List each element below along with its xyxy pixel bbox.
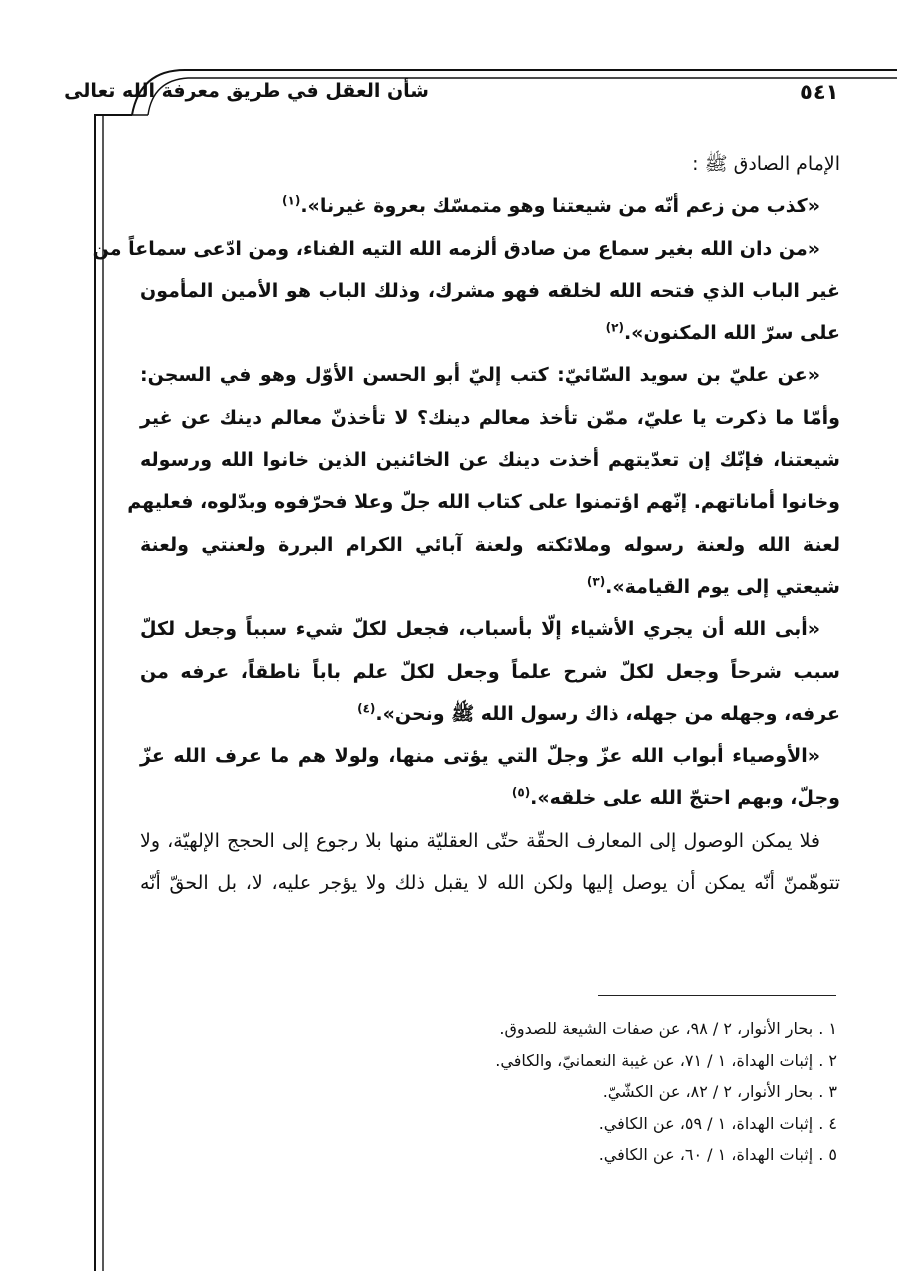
- text-line: [140, 397, 840, 439]
- running-title: شأن العقل في طريق معرفة الله تعالى: [64, 80, 429, 102]
- text-line-content: عرفه، وجهله من جهله، ذاك رسول الله ﷺ ونحن».: [375, 702, 840, 725]
- text-line-content: «من دان الله بغير سماع من صادق ألزمه الله التيه الفناء، ومن ادّعى سماعاً من: [92, 237, 820, 260]
- text-line: [140, 566, 840, 608]
- footnote: ٣ . بحار الأنوار، ٢ / ٨٢، عن الكشّيّ.: [602, 1082, 837, 1101]
- text-line-content: «كذب من زعم أنّه من شيعتنا وهو متمسّك بعروة غيرنا».: [300, 195, 820, 218]
- text-line: [140, 143, 840, 185]
- text-line-content: فلا يمكن الوصول إلى المعارف الحقّة حتّى العقليّة منها بلا رجوع إلى الحجج الإلهيّة، ولا: [140, 829, 820, 852]
- text-line: [140, 608, 840, 650]
- footnote: ٢ . إثبات الهداة، ١ / ٧١، عن غيبة النعمانيّ، والكافي.: [495, 1050, 837, 1070]
- footnote: ٥ . إثبات الهداة، ١ / ٦٠، عن الكافي.: [598, 1145, 837, 1164]
- text-line-content: وخانوا أماناتهم. إنّهم اؤتمنوا على كتاب الله جلّ وعلا فحرّفوه وبدّلوه، فعليهم: [127, 491, 840, 514]
- footnote-ref: (٤): [357, 701, 376, 716]
- text-line-content: شيعتي إلى يوم القيامة».: [605, 575, 840, 598]
- text-line: [140, 185, 840, 227]
- text-line-content: وأمّا ما ذكرت يا عليّ، ممّن تأخذ معالم دينك؟ لا تأخذنّ معالم دينك عن غير: [140, 406, 840, 429]
- footnote-ref: (١): [282, 193, 301, 208]
- text-line: [140, 735, 840, 777]
- page-number: ٥٤١: [800, 80, 839, 104]
- text-line: [127, 481, 840, 523]
- text-line: [140, 270, 840, 312]
- text-line-content: على سرّ الله المكنون».: [623, 322, 840, 345]
- footnote-rule: [598, 995, 836, 996]
- footnote: ٤ . إثبات الهداة، ١ / ٥٩، عن الكافي.: [598, 1113, 837, 1133]
- text-line-content: شيعتنا، فإنّك إن تعدّيتهم أخذت دينك عن الخائنين الذين خانوا الله ورسوله: [140, 449, 840, 472]
- text-line: [140, 439, 840, 481]
- text-line: [92, 228, 840, 270]
- text-line-content: الإمام الصادق ﷺ :: [692, 153, 840, 175]
- text-line-content: لعنة الله ولعنة رسوله وملائكته ولعنة آبائي الكرام البررة ولعنتي ولعنة: [140, 533, 840, 556]
- footnote-ref: (٣): [586, 574, 606, 589]
- text-line-content: «الأوصياء أبواب الله عزّ وجلّ التي يؤتى منها، ولولا هم ما عرف الله عزّ: [140, 745, 820, 768]
- footnote: ١ . بحار الأنوار، ٢ / ٩٨، عن صفات الشيعة للصدوق.: [499, 1019, 837, 1038]
- text-line: [140, 312, 840, 354]
- text-line-content: تتوهّمنّ أنّه يمكن أن يوصل إليها ولكن الله لا يقبل ذلك ولا يؤجر عليه، لا، بل الحقّ أنّه: [140, 872, 840, 895]
- text-line: [140, 777, 840, 819]
- text-line-content: سبب شرحاً وجعل لكلّ شرح علماً وجعل لكلّ علم باباً ناطقاً، عرفه من: [140, 660, 840, 683]
- text-line-content: «أبى الله أن يجري الأشياء إلّا بأسباب، فجعل لكلّ شيء سبباً وجعل لكلّ: [140, 618, 820, 641]
- text-line: [140, 862, 840, 904]
- footnotes: [337, 1013, 837, 1171]
- text-line-content: وجلّ، وبهم احتجّ الله على خلقه».: [530, 787, 840, 810]
- footnote-ref: (٥): [511, 786, 531, 801]
- text-line-content: «عن عليّ بن سويد السّائيّ: كتب إليّ أبو الحسن الأوّل وهو في السجن:: [140, 364, 820, 387]
- text-line: [140, 524, 840, 566]
- text-line: [140, 693, 840, 735]
- text-line-content: غير الباب الذي فتحه الله لخلقه فهو مشرك، وذلك الباب هو الأمين المأمون: [140, 279, 840, 302]
- text-line: [140, 820, 840, 862]
- body-text: [92, 143, 840, 904]
- footnote-ref: (٢): [605, 320, 624, 335]
- text-line: [140, 354, 840, 396]
- text-line: [140, 651, 840, 693]
